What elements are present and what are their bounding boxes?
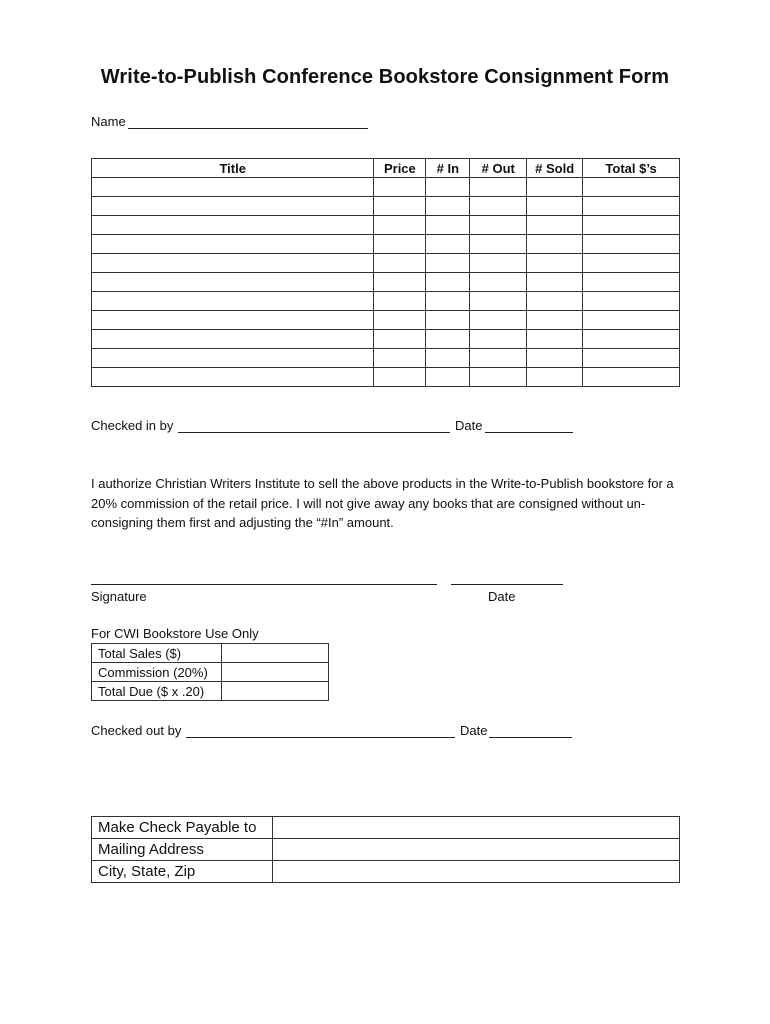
cell-in[interactable] <box>426 349 470 368</box>
cell-price[interactable] <box>374 292 426 311</box>
cwi-row <box>92 682 329 701</box>
cell-total[interactable] <box>583 254 680 273</box>
cell-out[interactable] <box>470 311 527 330</box>
table-row <box>92 216 680 235</box>
cell-out[interactable] <box>470 178 527 197</box>
cell-in[interactable] <box>426 311 470 330</box>
cell-in[interactable] <box>426 197 470 216</box>
cell-price[interactable] <box>374 197 426 216</box>
name-label: Name <box>91 114 126 129</box>
cwi-value-total-due[interactable] <box>221 682 328 701</box>
payment-value-city[interactable] <box>272 861 679 883</box>
checked-out-date-field[interactable] <box>489 737 572 738</box>
cell-out[interactable] <box>470 235 527 254</box>
cell-sold[interactable] <box>527 349 583 368</box>
cell-price[interactable] <box>374 349 426 368</box>
payment-value-payable[interactable] <box>272 817 679 839</box>
cell-sold[interactable] <box>527 368 583 387</box>
cell-title[interactable] <box>92 292 374 311</box>
signature-field[interactable] <box>91 584 437 585</box>
checked-out-field[interactable] <box>186 737 455 738</box>
form-title: Write-to-Publish Conference Bookstore Consignment Form <box>100 66 670 88</box>
cell-sold[interactable] <box>527 330 583 349</box>
cell-sold[interactable] <box>527 311 583 330</box>
cell-in[interactable] <box>426 178 470 197</box>
cell-title[interactable] <box>92 311 374 330</box>
cell-total[interactable] <box>583 311 680 330</box>
cell-price[interactable] <box>374 178 426 197</box>
cell-total[interactable] <box>583 349 680 368</box>
cell-sold[interactable] <box>527 235 583 254</box>
cell-title[interactable] <box>92 178 374 197</box>
checked-out-label: Checked out by <box>91 723 182 738</box>
table-row <box>92 235 680 254</box>
signature-date-label: Date <box>488 589 516 604</box>
cell-in[interactable] <box>426 330 470 349</box>
cell-in[interactable] <box>426 216 470 235</box>
cell-out[interactable] <box>470 368 527 387</box>
cell-sold[interactable] <box>527 292 583 311</box>
table-row <box>92 349 680 368</box>
checked-out-date-label: Date <box>460 723 488 738</box>
cell-price[interactable] <box>374 330 426 349</box>
table-row <box>92 368 680 387</box>
table-row <box>92 254 680 273</box>
cell-total[interactable] <box>583 292 680 311</box>
cell-price[interactable] <box>374 216 426 235</box>
cell-title[interactable] <box>92 349 374 368</box>
payment-label-address: Mailing Address <box>92 839 273 861</box>
cell-out[interactable] <box>470 292 527 311</box>
payment-label-city: City, State, Zip <box>92 861 273 883</box>
payment-row <box>92 861 680 883</box>
header-price: Price <box>374 159 426 178</box>
header-total: Total $’s <box>583 159 680 178</box>
cell-out[interactable] <box>470 216 527 235</box>
cell-title[interactable] <box>92 273 374 292</box>
header-title: Title <box>92 159 374 178</box>
cell-price[interactable] <box>374 235 426 254</box>
cell-price[interactable] <box>374 273 426 292</box>
cell-sold[interactable] <box>527 197 583 216</box>
cell-in[interactable] <box>426 292 470 311</box>
table-row <box>92 292 680 311</box>
cwi-heading: For CWI Bookstore Use Only <box>91 626 259 641</box>
cell-out[interactable] <box>470 330 527 349</box>
checked-in-date-field[interactable] <box>485 432 573 433</box>
cell-out[interactable] <box>470 197 527 216</box>
checked-in-label: Checked in by <box>91 418 174 433</box>
checked-in-field[interactable] <box>178 432 450 433</box>
cell-price[interactable] <box>374 311 426 330</box>
header-sold: # Sold <box>527 159 583 178</box>
cell-sold[interactable] <box>527 254 583 273</box>
cell-out[interactable] <box>470 273 527 292</box>
signature-label: Signature <box>91 589 147 604</box>
cell-in[interactable] <box>426 254 470 273</box>
table-row <box>92 311 680 330</box>
cell-sold[interactable] <box>527 178 583 197</box>
inventory-header-row <box>92 159 680 178</box>
cwi-value-total-sales[interactable] <box>221 644 328 663</box>
cwi-label-commission: Commission (20%) <box>92 663 222 682</box>
cell-sold[interactable] <box>527 216 583 235</box>
cell-total[interactable] <box>583 330 680 349</box>
table-row <box>92 330 680 349</box>
cell-title[interactable] <box>92 216 374 235</box>
cell-title[interactable] <box>92 197 374 216</box>
cell-total[interactable] <box>583 235 680 254</box>
name-field[interactable] <box>128 128 368 129</box>
checked-in-date-label: Date <box>455 418 483 433</box>
cell-out[interactable] <box>470 349 527 368</box>
cwi-value-commission[interactable] <box>221 663 328 682</box>
cell-total[interactable] <box>583 368 680 387</box>
header-out: # Out <box>470 159 527 178</box>
signature-date-field[interactable] <box>451 584 563 585</box>
cwi-table <box>91 643 329 701</box>
cell-in[interactable] <box>426 273 470 292</box>
cell-price[interactable] <box>374 254 426 273</box>
table-row <box>92 273 680 292</box>
payment-label-payable: Make Check Payable to <box>92 817 273 839</box>
cell-total[interactable] <box>583 178 680 197</box>
table-row <box>92 197 680 216</box>
cell-title[interactable] <box>92 254 374 273</box>
cell-sold[interactable] <box>527 273 583 292</box>
cell-total[interactable] <box>583 273 680 292</box>
payment-value-address[interactable] <box>272 839 679 861</box>
payment-row <box>92 817 680 839</box>
header-in: # In <box>426 159 470 178</box>
cell-total[interactable] <box>583 216 680 235</box>
table-row <box>92 178 680 197</box>
payment-table <box>91 816 680 883</box>
inventory-table <box>91 158 680 387</box>
payment-row <box>92 839 680 861</box>
cell-in[interactable] <box>426 368 470 387</box>
authorization-text: I authorize Christian Writers Institute to sell the above products in the Write-to-Publish bookstore for a 20% commission of the retail price. I will not give away any books that are consigned without un-consigning them first and adjusting the “#In” amount. <box>91 476 674 530</box>
cell-title[interactable] <box>92 368 374 387</box>
cell-total[interactable] <box>583 197 680 216</box>
cwi-row <box>92 644 329 663</box>
cwi-label-total-sales: Total Sales ($) <box>92 644 222 663</box>
cell-in[interactable] <box>426 235 470 254</box>
cwi-label-total-due: Total Due ($ x .20) <box>92 682 222 701</box>
cwi-row <box>92 663 329 682</box>
cell-price[interactable] <box>374 368 426 387</box>
cell-title[interactable] <box>92 235 374 254</box>
cell-title[interactable] <box>92 330 374 349</box>
cell-out[interactable] <box>470 254 527 273</box>
